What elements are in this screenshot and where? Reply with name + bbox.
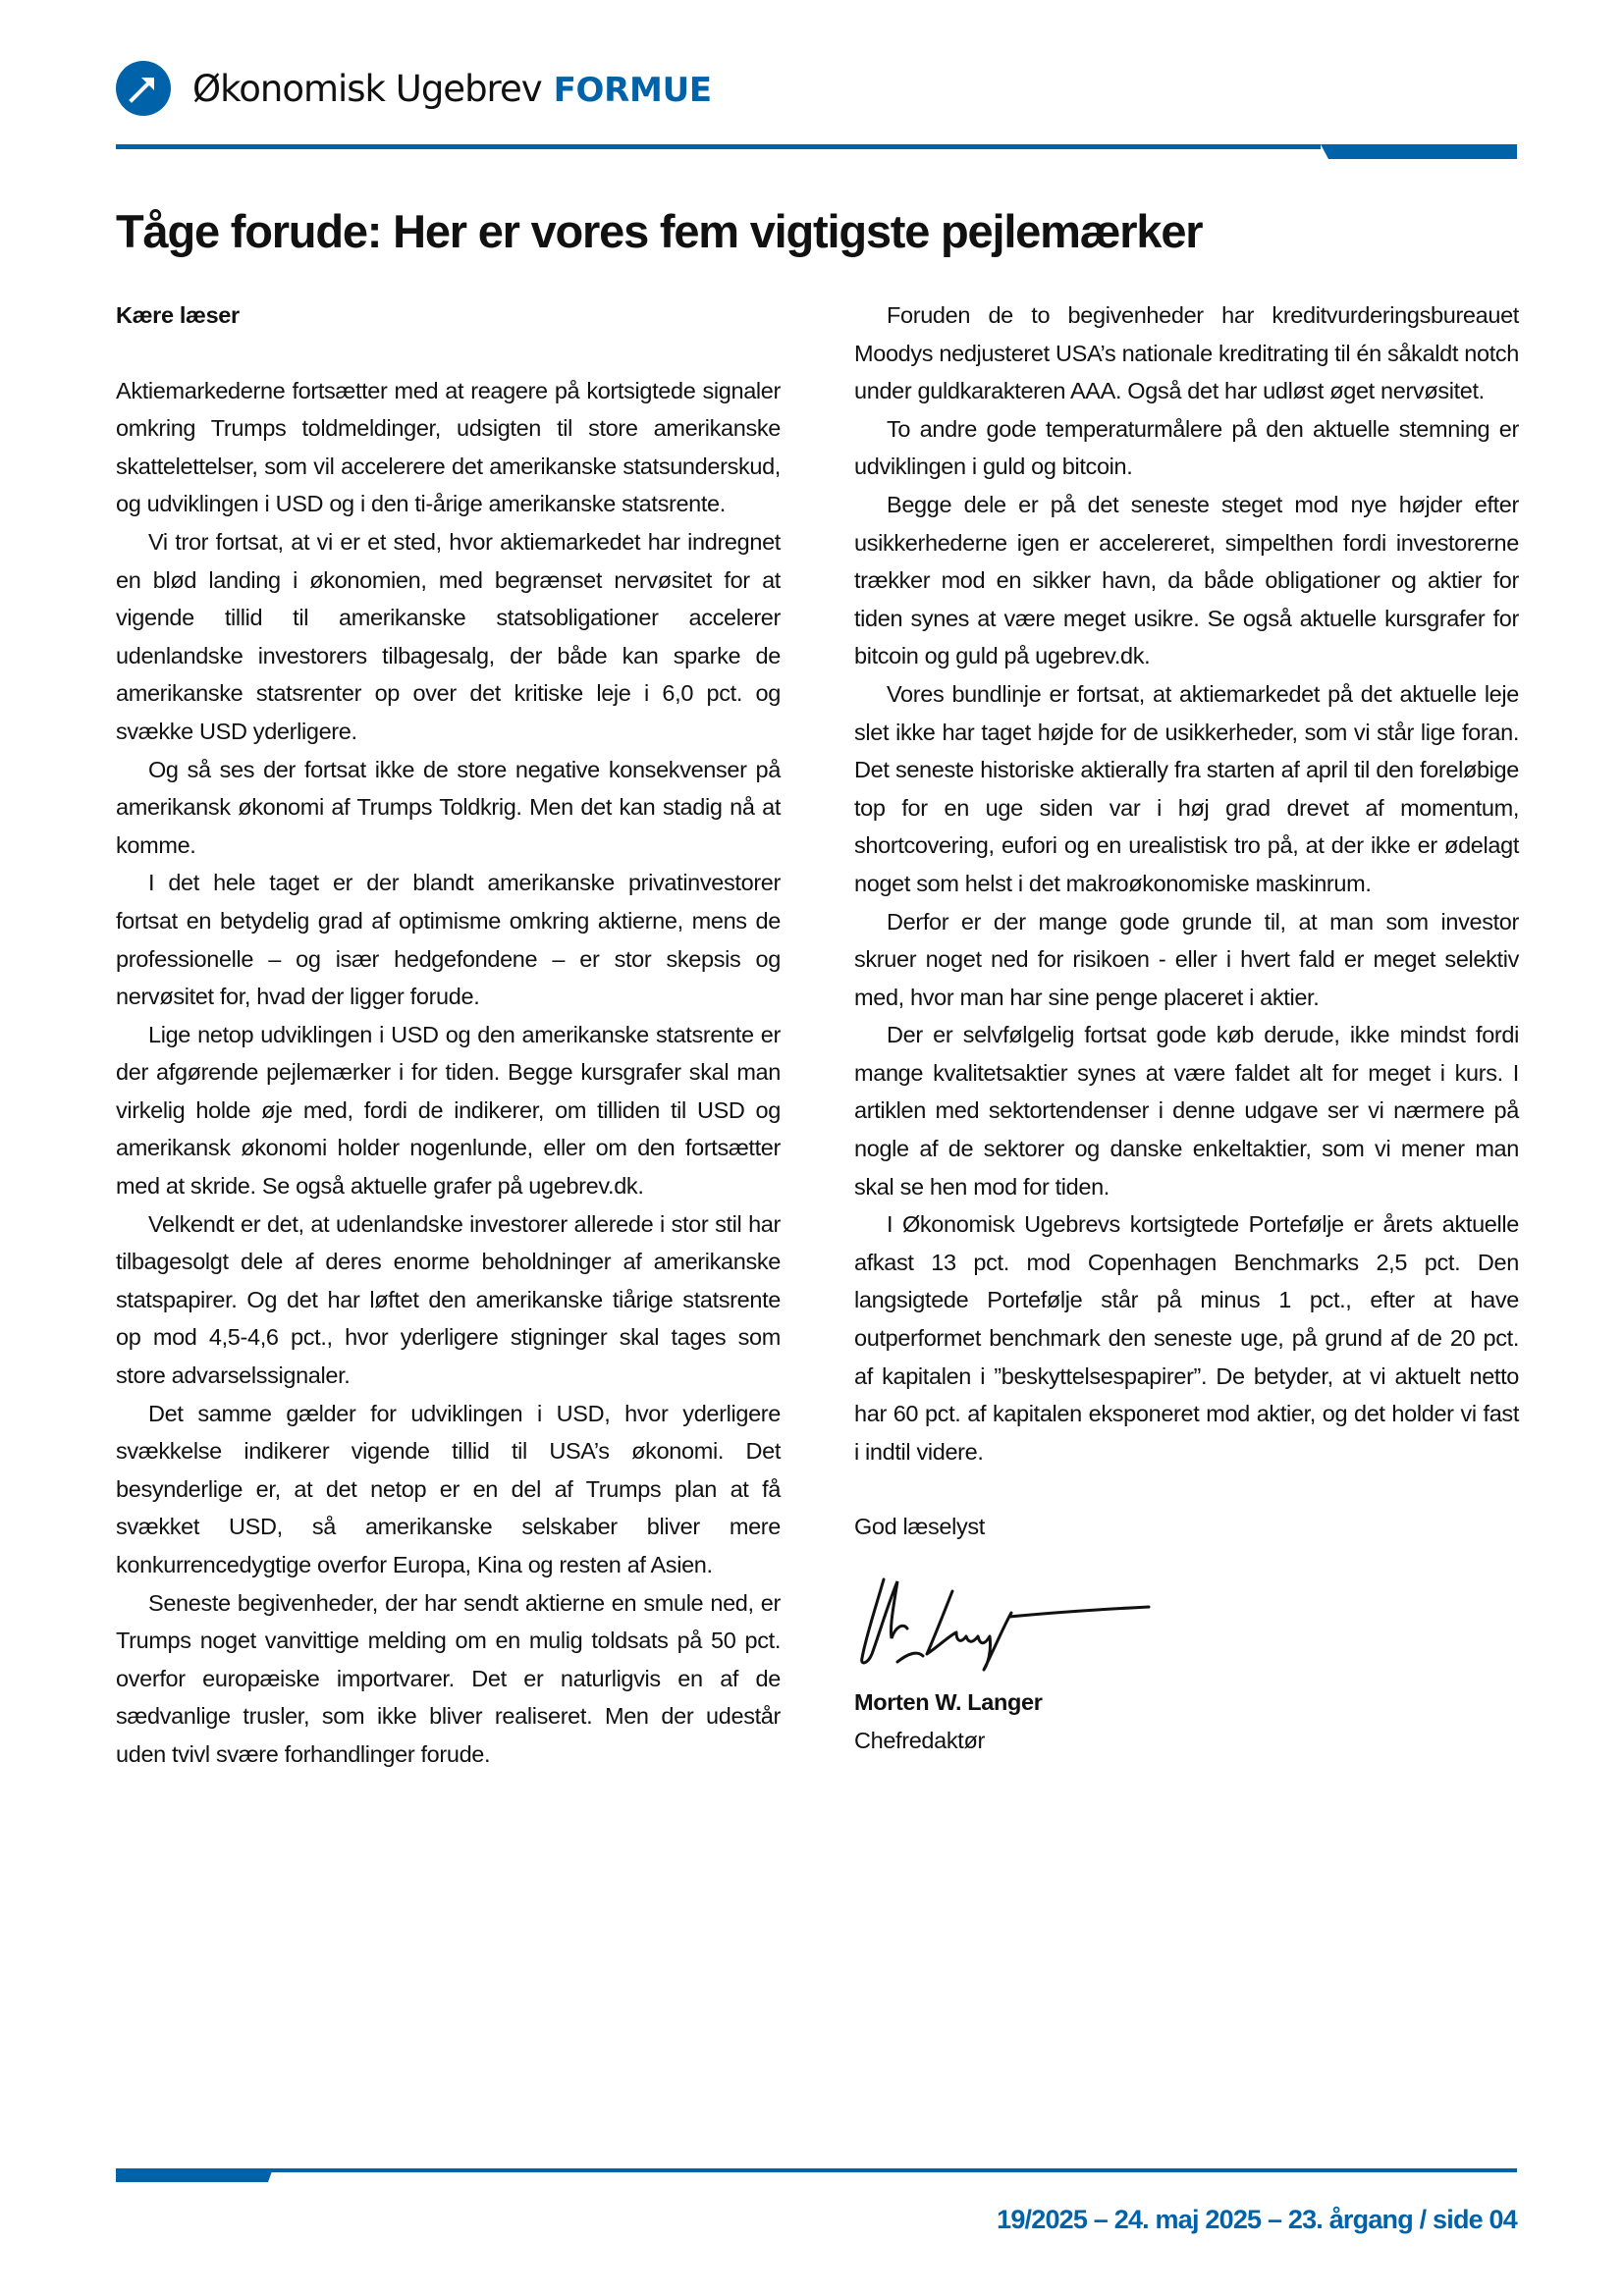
article-title: Tåge forude: Her er vores fem vigtigste pejlemærker bbox=[116, 205, 1203, 257]
article-column-left bbox=[116, 296, 781, 1774]
paragraph: Begge dele er på det seneste steget mod nye højder efter usikkerhederne igen er accelereret, simpelthen fordi investorerne trækker mod en sikker havn, da både obligationer og aktier for tiden synes at være meget usikre. Se også aktuelle kursgrafer for bitcoin og guld på ugebrev.dk. bbox=[854, 491, 1519, 669]
greeting: Kære læser bbox=[116, 302, 240, 328]
signoff: God læselyst bbox=[854, 1514, 985, 1540]
section-name: FORMUE bbox=[553, 70, 712, 110]
publication-masthead bbox=[192, 68, 712, 110]
footer-divider-accent bbox=[116, 2168, 273, 2182]
paragraph: Vores bundlinje er fortsat, at aktiemarkedet på det aktuelle leje slet ikke har taget højde for de usikkerheder, som vi står lige foran. Det seneste historiske aktierally fra starten af april til den foreløbige top for en uge siden var i høj grad drevet af momentum, shortcovering, eufori og en urealistisk tro på, at der ikke er ødelagt noget som helst i det makroøkonomiske maskinrum. bbox=[854, 680, 1519, 896]
header-divider-accent bbox=[1321, 144, 1517, 159]
author-name: Morten W. Langer bbox=[854, 1689, 1043, 1715]
paragraph: Og så ses der fortsat ikke de store negative konsekvenser på amerikansk økonomi af Trumps Toldkrig. Men det kan stadig nå at komme. bbox=[116, 756, 781, 858]
issue-info: 19/2025 – 24. maj 2025 – 23. årgang / side 04 bbox=[997, 2205, 1517, 2234]
paragraph: Seneste begivenheder, der har sendt aktierne en smule ned, er Trumps noget vanvittige melding om en mulig toldsats på 50 pct. overfor europæiske importvarer. Det er naturligvis en af de sædvanlige trusler, som ikke bliver realiseret. Men der udestår uden tvivl svære forhandlinger forude. bbox=[116, 1589, 781, 1767]
arrow-up-right-icon bbox=[116, 61, 171, 116]
paragraph: Der er selvfølgelig fortsat gode køb derude, ikke mindst fordi mange kvalitetsaktier synes at være faldet alt for meget i kurs. I artiklen med sektortendenser i denne udgave ser vi nærmere på nogle af de sektorer og danske enkeltaktier, som vi mener man skal se hen mod for tiden. bbox=[854, 1022, 1519, 1200]
paragraph: Vi tror fortsat, at vi er et sted, hvor aktiemarkedet har indregnet en blød landing i økonomien, med begrænset nervøsitet for at vigende tillid til amerikanske statsobligationer accelerer udenlandske investorers tilbagesalg, der både kan sparke de amerikanske statsrenter op over det kritiske leje i 6,0 pct. og svække USD yderligere. bbox=[116, 528, 781, 744]
masthead-header bbox=[116, 59, 712, 118]
paragraph: To andre gode temperaturmålere på den aktuelle stemning er udviklingen i guld og bitcoin. bbox=[854, 415, 1519, 480]
paragraph: Lige netop udviklingen i USD og den amerikanske statsrente er der afgørende pejlemærker i for tiden. Begge kursgrafer skal man virkelig holde øje med, fordi de indikerer, om tilliden til USD og amerikansk økonomi holder nogenlunde, eller om den fortsætter med at skride. Se også aktuelle grafer på ugebrev.dk. bbox=[116, 1021, 781, 1200]
paragraph: Det samme gælder for udviklingen i USD, hvor yderligere svækkelse indikerer vigende tillid til USA’s økonomi. Det besynderlige er, at det netop er en del af Trumps plan at få svækket USD, så amerikanske selskaber bliver mere konkurrencedygtige overfor Europa, Kina og resten af Asien. bbox=[116, 1400, 781, 1577]
paragraph: Velkendt er det, at udenlandske investorer allerede i stor stil har tilbagesolgt dele af deres enorme beholdninger af amerikanske statspapirer. Og det har løftet den amerikanske tiårige statsrente op mod 4,5-4,6 pct., hvor yderligere stigninger skal tages som store advarselssignaler. bbox=[116, 1210, 781, 1389]
paragraph: Derfor er der mange gode grunde til, at man som investor skruer noget ned for risikoen - eller i hvert fald er meget selektiv med, hvor man har sine penge placeret i aktier. bbox=[854, 908, 1519, 1010]
publication-name: Økonomisk Ugebrev bbox=[192, 67, 542, 110]
author-title: Chefredaktør bbox=[854, 1727, 985, 1753]
paragraph: Aktiemarkederne fortsætter med at reagere på kortsigtede signaler omkring Trumps toldmeldinger, udsigten til store amerikanske skattelettelser, som vil accelerere det amerikanske statsunderskud, og udviklingen i USD og i den ti-årige amerikanske statsrente. bbox=[116, 377, 781, 517]
header-divider bbox=[116, 144, 1321, 149]
paragraph: I Økonomisk Ugebrevs kortsigtede Portefølje er årets aktuelle afkast 13 pct. mod Copenhagen Benchmarks 2,5 pct. Den langsigtede Portefølje står på minus 1 pct., efter at have outperformet benchmark den seneste uge, på grund af de 20 pct. af kapitalen i ”beskyttelsespapirer”. De betyder, at vi aktuelt netto har 60 pct. af kapitalen eksponeret mod aktier, og det holder vi fast i indtil videre. bbox=[854, 1211, 1519, 1465]
paragraph: I det hele taget er der blandt amerikanske privatinvestorer fortsat en betydelig grad af optimisme omkring aktierne, mens de professionelle – og især hedgefondene – er stor skepsis og nervøsitet for, hvad der ligger forude. bbox=[116, 870, 781, 1010]
article-column-right bbox=[854, 296, 1519, 1759]
footer-divider bbox=[116, 2168, 1517, 2172]
signature-icon bbox=[854, 1568, 1267, 1676]
paragraph: Foruden de to begivenheder har kreditvurderingsbureauet Moodys nedjusteret USA’s nationale kreditrating til én såkaldt notch under guldkarakteren AAA. Også det har udløst øget nervøsitet. bbox=[854, 302, 1519, 404]
